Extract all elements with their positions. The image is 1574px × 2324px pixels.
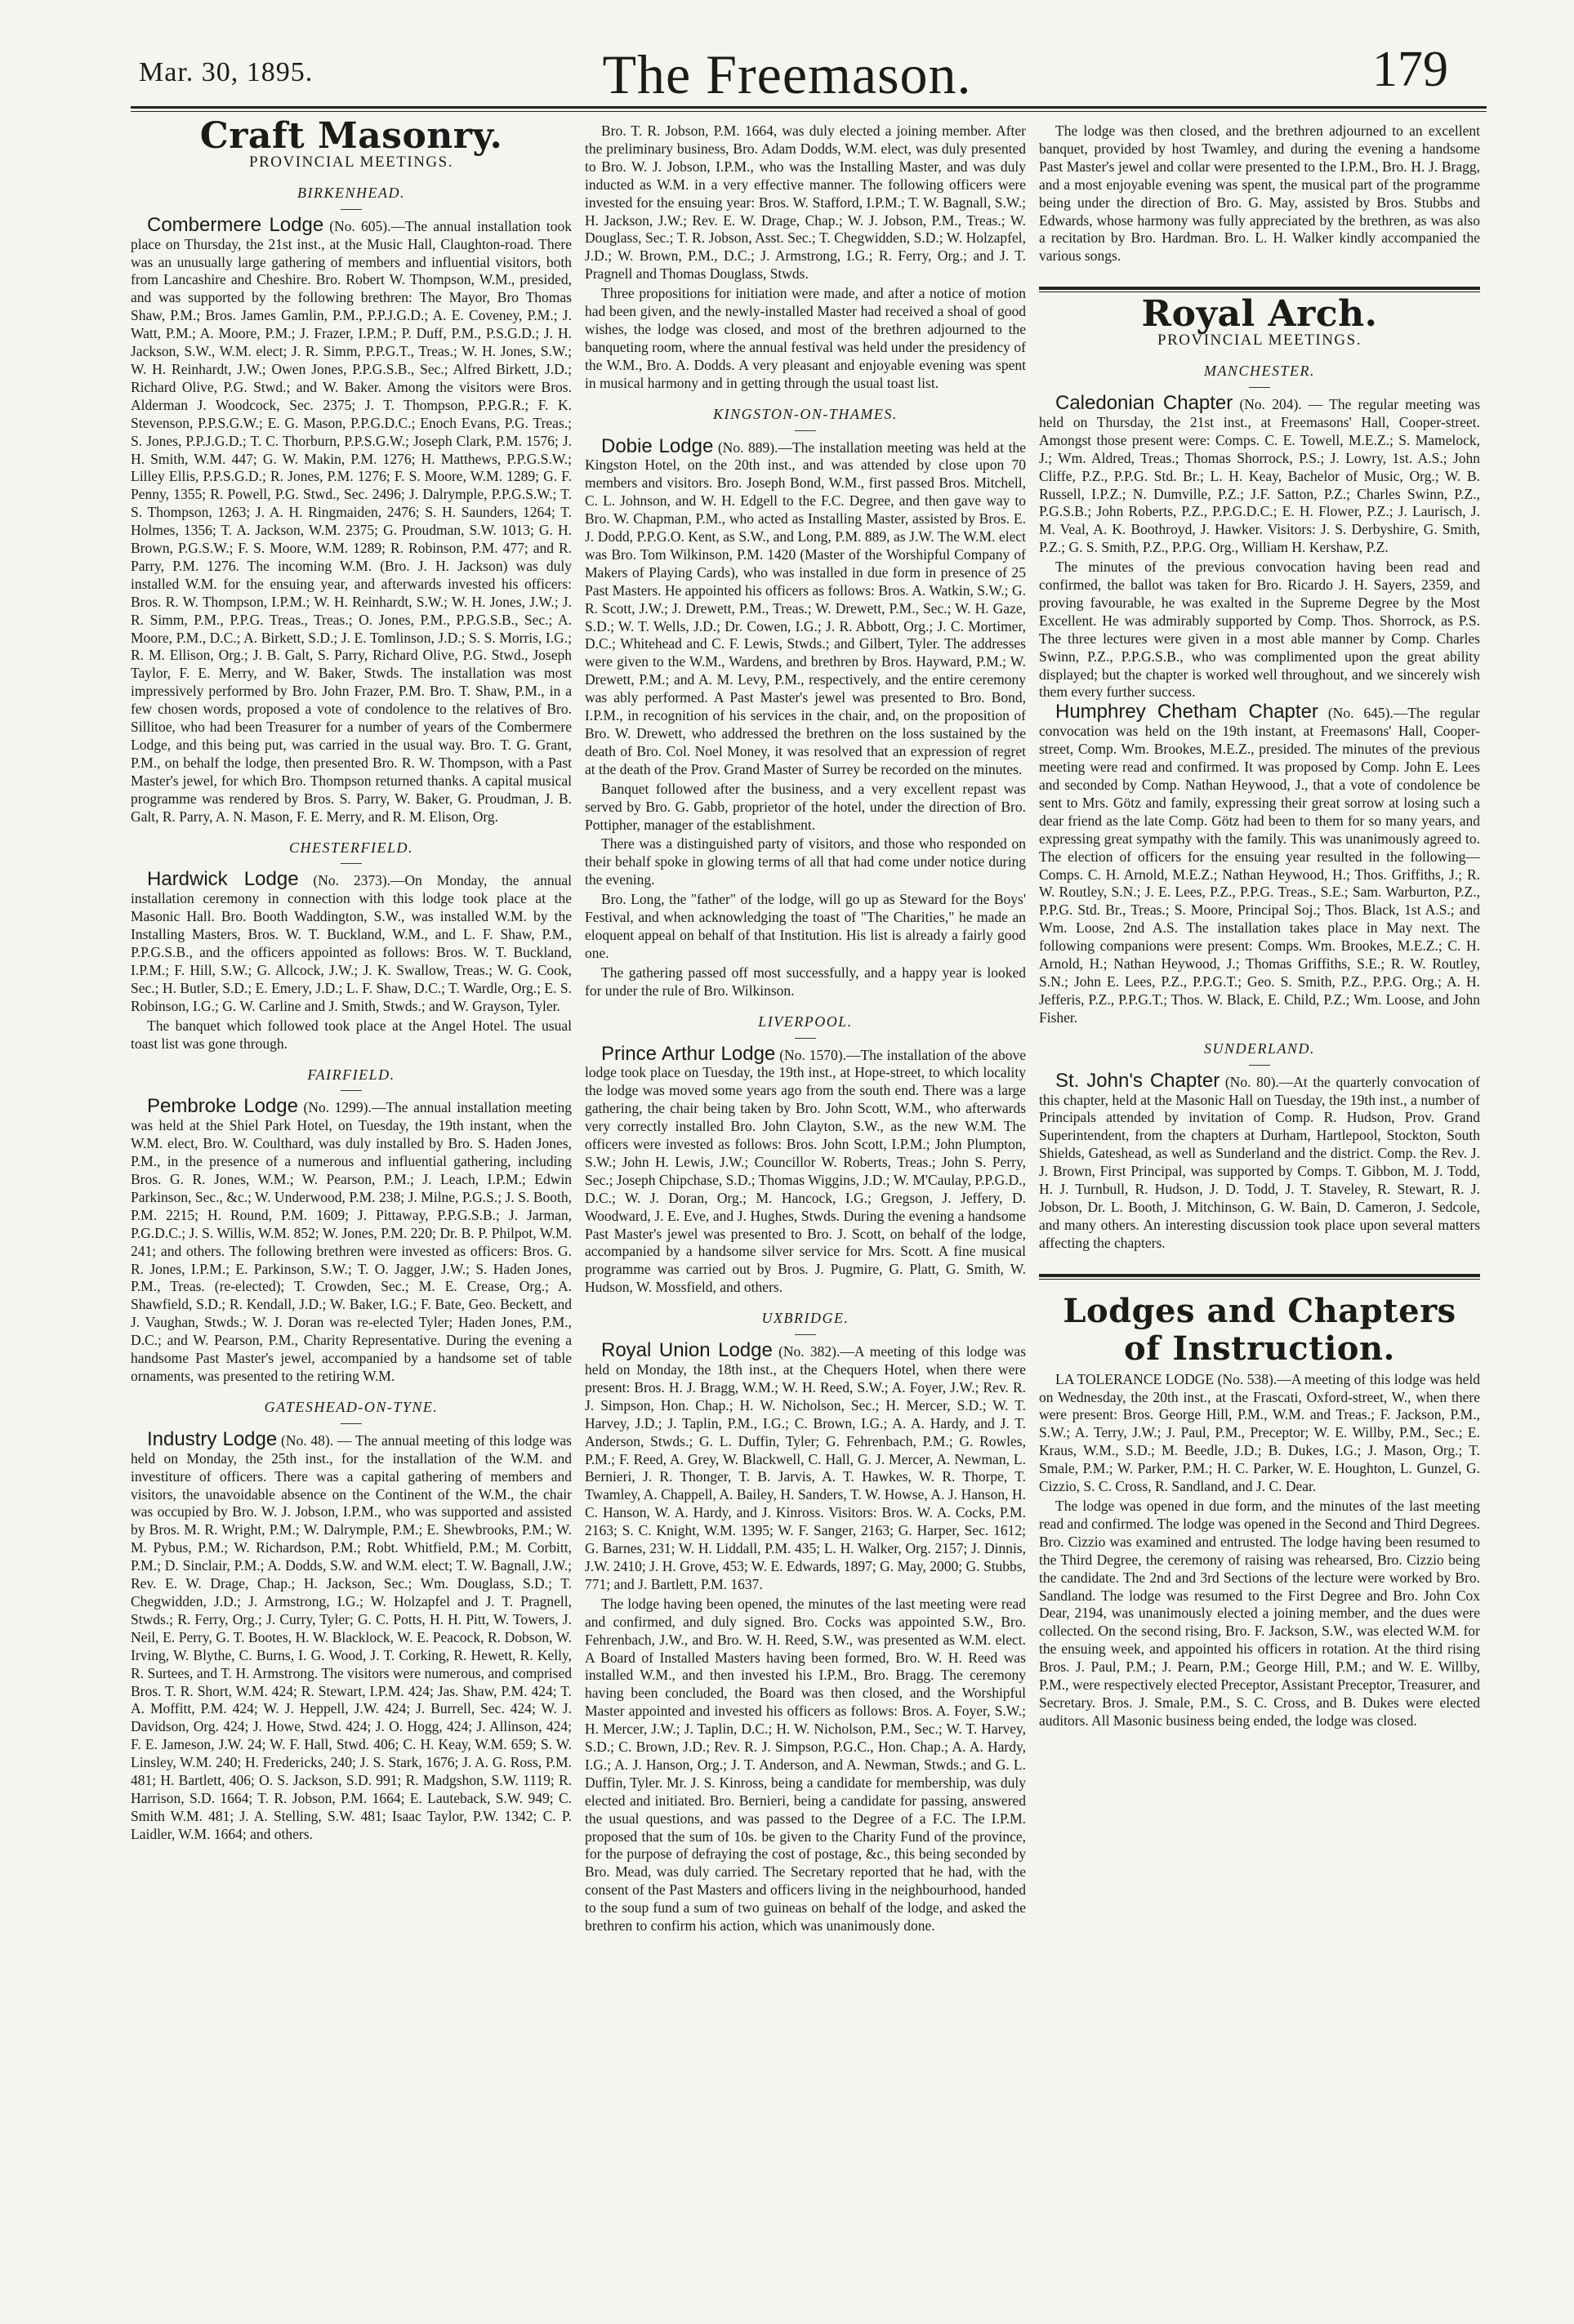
divider (1249, 1065, 1270, 1066)
divider (341, 1090, 362, 1091)
divider (795, 430, 816, 431)
lodge-report (585, 1042, 1026, 1298)
lodge-report (131, 1097, 572, 1386)
report-paragraph: The lodge was opened in due form, and the minutes of the last meeting read and confirmed. The lodge was opened in the Second and Third Degrees. Bro. Cizzio was examined and entrusted. The lodge having been resumed to the Third Degree, the ceremony of raising was rehearsed, Bro. Cizzio being the candidate. The 2nd and 3rd Sections of the lecture were worked by Bro. Sandland. The lodge was resumed to the First Degree and Bro. John Cox Dear, 2194, was unanimously elected a joining member, and the dues were collected. On the second rising, Bro. F. Jackson, S.W., was elected W.M. for the ensuing week, and appointed his officers in rotation. At the third rising Bros. J. Paul, P.M.; J. Pearn, P.M.; George Hill, P.M.; and W. E. Willby, P.M., were respectively elected Preceptor, Assistant Preceptor, Treasurer, and Secretary. Bros. J. Smale, P.M., S. C. Cross, and B. Dukes were elected auditors. All Masonic business being ended, the lodge was closed. (1039, 1498, 1480, 1729)
lodge-report (131, 1427, 572, 1844)
lodge-name: LA TOLERANCE LODGE (1055, 1370, 1215, 1387)
place-heading: MANCHESTER. (1204, 363, 1315, 380)
masthead-rule-thin (131, 111, 1487, 112)
report-text: (No. 204). — The regular meeting was held on Thursday, the 21st inst., at Freemasons' Hall, Cooper-street. Amongst those present were: Comps. C. E. Towell, M.E.Z.; S. Mamelock, J.; Wm. Aldred, Treas.; Thomas Shorrock, P.S.; J. Lowry, 1st. A.S.; John Cliffe, P.Z., P.P.G. Std. Br.; L. H. Keay, Bachelor of Music, Org.; W. B. Russell, I.P.Z.; N. Dumville, P.Z.; J.F. Satton, P.Z.; Charles Swinn, P.Z., P.G.S.B.; John Roberts, P.Z., P.P.G.D.C.; E. H. Flower, P.Z.; J. Laurisch, J. M. Veal, A. K. Boothroyd, J. Hawker. Visitors: J. S. Derbyshire, G. Smith, P.Z.; G. S. Smith, P.Z., P.P.G. Org., William H. Kershaw, P.Z. (1039, 395, 1481, 556)
lodge-name: Industry Lodge (147, 1427, 278, 1450)
place-heading: UXBRIDGE. (761, 1310, 849, 1327)
report-paragraph: The gathering passed off most successfully, and a happy year is looked for under the rule of Bro. Wilkinson. (585, 964, 1026, 999)
place-heading: BIRKENHEAD. (297, 184, 405, 201)
section-title-royal-arch: Royal Arch. (1141, 293, 1378, 336)
lodge-report (585, 434, 1026, 779)
report-text: (No. 538).—A meeting of this lodge was held on Wednesday, the 20th inst., at the Frascati, Oxford-street, W., when there were present: Bros. George Hill, P.M., W.M. and Treas.; F. Jackson, P.M., S.W.; A. Terry, J.W.; J. Paul, P.M., Preceptor; W. E. Willby, P.M., Sec.; E. Kraus, W.M., S.D.; M. Beedle, J.D.; B. Dukes, I.G.; J. Mason, Org.; T. Smale, P.M.; W. Parker, P.M.; H. C. Parker, W. E. Houghton, L. Gunzel, G. Cizzio, S. C. Cross, R. Sandland, and J. C. Dear. (1039, 1370, 1480, 1495)
chapter-report (1039, 1069, 1480, 1253)
report-text: (No. 80).—At the quarterly convocation of this chapter, held at the Masonic Hall on Tuesday, the 19th inst., a number of Principals attended by invitation of Comp. R. Hudson, Prov. Grand Superintendent, from the chapters at Durham, Hartlepool, Stockton, South Shields, Gateshead, as well as Sunderland and the district. Comp. the Rev. J. J. Brown, First Principal, was supported by Comps. T. Gibbon, M. J. Todd, H. J. Turnbull, R. Hudson, J. D. Todd, J. T. Staveley, R. Stewart, R. J. Jobson, Dr. L. Booth, J. Mitchinson, G. W. Bain, D. Cameron, J. Sedcole, and many others. An interesting discussion took place upon several matters affecting the chapters. (1039, 1073, 1480, 1251)
issue-date: Mar. 30, 1895. (139, 57, 314, 87)
section-rule (1039, 287, 1480, 290)
report-text: (No. 382).—A meeting of this lodge was held on Monday, the 18th inst., at the Chequers Hotel, when there were present: Bros. H. J. Bragg, W.M.; W. H. Reed, S.W.; A. Foyer, J.W.; Rev. R. J. Simpson, Hon. Chap.; H. W. Nicholson, Sec.; H. Mercer, S.D.; W. T. Harvey, J.D.; J. Taplin, P.M., I.G.; C. Brown, I.G.; A. A. Hardy, and J. T. Anderson, Stwds.; G. L. Duffin, Tyler; G. Fehrenbach, P.M.; G. Rowles, P.M.; F. Reed, A. Grey, W. Blackwell, C. Hall, G. J. Mercer, A. Newman, L. Bernieri, J. R. Thonger, T. B. Jarvis, A. T. Hawkes, W. R. Thorpe, T. Twamley, A. Chappell, A. Bailey, H. Sanders, T. W. Howse, A. J. Hanson, H. C. Hanson, W. A. Hardy, and J. Kinross. Visitors: Bros. W. A. Cocks, P.M. 2163; S. C. Knight, W.M. 1395; W. F. Sanger, 2163; G. Harper, Sec. 1612; G. Barnes, 231; W. H. Liddall, P.M. 435; L. H. Walker, Org. 2157; J. Dinnis, J.W. 2410; J. H. Grove, 453; W. E. Edwards, 1897; G. May, 2000; G. Stubbs, 771; and J. Bartlett, P.M. 1637. (585, 1343, 1027, 1592)
report-text: (No. 2373).—On Monday, the annual installation ceremony in connection with this lodge took place at the Masonic Hall. Bro. Booth Waddington, S.W., was installed W.M. by the Installing Masters, Bros. W. T. Buckland, W.M., and L. F. Shaw, P.M., P.P.G.S.B., and the officers appointed as follows: Bros. W. T. Buckland, I.P.M.; F. Hill, S.W.; G. Allcock, J.W.; J. K. Swallow, Treas.; W. G. Cook, Sec.; H. Butler, S.D.; E. Emery, J.D.; L. F. Shaw, D.C.; T. Wardle, Org.; E. S. Robinson, I.G.; G. W. Carline and J. Smith, Stwds.; and W. Grayson, Tyler. (131, 872, 573, 1014)
report-paragraph: Three propositions for initiation were made, and after a notice of motion had been given, and the newly-installed Master had received a shoal of good wishes, the lodge was closed, and most of the brethren adjourned to the banqueting room, where the annual festival was held under the presidency of the W.M., Bro. A. Dodds. A very pleasant and enjoyable evening was spent in musical harmony and in getting through the usual toast list. (585, 285, 1026, 391)
report-paragraph: Bro. T. R. Jobson, P.M. 1664, was duly elected a joining member. After the preliminary business, Bro. Adam Dodds, W.M. elect, was duly presented to Bro. W. J. Jobson, I.P.M., who was the Installing Master, and was duly inducted as W.M. in a very effective manner. The following officers were invested for the ensuing year: Bros. W. Stafford, I.P.M.; T. W. Bagnall, S.W.; H. Jackson, J.W.; Rev. E. W. Drage, Chap.; W. J. Jobson, P.M., Treas.; W. Douglass, Sec.; T. R. Jobson, Asst. Sec.; T. Chegwidden, S.D.; W. Holzapfel, J.D.; W. Brown, P.M., D.C.; J. Armstrong, I.G.; R. Ferry, Org.; and J. T. Pragnell and Thomas Douglass, Stwds. (585, 122, 1026, 283)
divider (1249, 387, 1270, 388)
publication-title: The Freemason. (602, 43, 972, 105)
lodge-report (585, 1339, 1027, 1594)
report-paragraph: The banquet which followed took place at the Angel Hotel. The usual toast list was gone through. (131, 1017, 572, 1052)
lodge-report (131, 213, 573, 826)
lodge-name: Hardwick Lodge (147, 868, 299, 891)
column-2 (585, 122, 1026, 1937)
report-text: (No. 1299).—The annual installation meeting was held at the Shiel Park Hotel, on Tuesday, the 19th instant, when the W.M. elect, Bro. W. Coulthard, was duly installed by Bro. S. Haden Jones, P.M., in the presence of a numerous and influential gathering, including Bros. G. R. Jones, W.M.; W. Pearson, P.M.; J. Leach, I.P.M.; Edwin Parkinson, Sec., &c.; W. Underwood, P.M. 238; J. Milne, P.G.S.; J. S. Booth, P.M. 2215; H. Round, P.M. 1609; J. Pittaway, P.P.G.S.B.; J. Jarman, P.G.D.C.; J. S. Willis, W.M. 852; W. Jones, P.M. 220; Dr. B. P. Philpot, W.M. 241; and others. The following brethren were invested as officers: Bros. G. R. Jones, I.P.M.; E. Parkinson, S.W.; T. O. Jagger, J.W.; S. Haden Jones, P.M., Treas. (re-elected); T. Crowden, Sec.; M. E. Crease, Org.; A. Shawfield, S.D.; R. Kendall, J.D.; W. Baker, I.G.; F. Bate, Geo. Beckett, and J. Vaughan, Stwds.; W. J. Doran was re-elected Tyler; Haden Jones, P.M., D.C.; and W. Pearson, P.M., Charity Representative. During the evening a handsome Past Master's jewel, accompanied by a handsome set of table ornaments, was presented to the retiring W.M. (131, 1099, 572, 1384)
column-1 (131, 115, 573, 1845)
lodge-name: Dobie Lodge (601, 434, 714, 457)
section-title-craft-masonry: Craft Masonry. (199, 115, 503, 157)
divider (341, 209, 362, 210)
report-text: (No. 645).—The regular convocation was held on the 19th instant, at Freemasons' Hall, Cooper-street, Comp. Wm. Brookes, M.E.Z., presided. The minutes of the previous meeting were read and confirmed. It was proposed by Comp. John E. Lees and seconded by Comp. Nathan Heywood, J., that a vote of condolence be sent to Mrs. Götz and family, expressing their great sorrow at losing such a dear friend as the late Comp. Götz had been to them for so many years, and expressing great sympathy with the family. This was unanimously agreed to. The election of officers for the ensuing year resulted in the following—Comps. C. H. Arnold, M.E.Z.; Nathan Heywood, H.; Thos. Griffiths, J.; R. W. Routley, S.N.; J. E. Lees, P.Z., P.P.G. Treas., S.E.; Sam. Warburton, P.Z., P.P.G. Std. Br., Treas.; S. Moore, Principal Soj.; Thos. Black, 1st A.S.; and Wm. Loose, 2nd A.S. The installation takes place in May next. The following companions were present: Comps. Wm. Brookes, M.E.Z.; C. H. Arnold, H.; Nathan Heywood, J.; Thomas Griffiths, S.E.; R. W. Routley, S.N.; John E. Lees, P.Z., P.P.G.T.; Geo. S. Smith, P.Z., P.P.G. Org.; A. H. Jefferis, P.Z., P.P.G.T.; Thos. W. Black, E. Child, P.Z.; Wm. Loose, and John Fisher. (1039, 705, 1481, 1026)
lodge-name: Combermere Lodge (147, 213, 324, 236)
divider (341, 1423, 362, 1424)
report-text: (No. 1570).—The installation of the above lodge took place on Tuesday, the 19th inst., at Hope-street, to which locality the lodge was moved some years ago from the south end. There was a large gathering, the chair being taken by Bro. John Scott, W.M., who afterwards very correctly installed Bro. John Clayton, S.W., as the new W.M. The officers were invested as follows: Bros. John Scott, I.P.M.; John Plumpton, S.W.; John H. Lewis, J.W.; Councillor W. Roberts, Treas.; John S. Perry, Sec.; Joseph Chipchase, S.D.; Thomas Wiggins, J.D.; W. M'Caulay, P.P.G.D., D.C.; W. J. Doran, Org.; M. Hancock, I.G.; Gregson, J. Jeffery, D. Woodward, J. E. Eve, and J. Hughes, Stwds. During the evening a handsome Past Master's jewel was presented to Bro. J. Scott, on behalf of the lodge, accompanied by a handsome silver service for Mrs. Scott. A fine musical programme was carried out by Bros. J. Pugmire, G. Platt, G. Smith, W. Hudson, W. Mossfield, and others. (585, 1046, 1026, 1296)
report-paragraph: The minutes of the previous convocation having been read and confirmed, the ballot was taken for Bro. Ricardo J. H. Sayers, 2359, and proving favourable, he was exalted in the Supreme Degree by the Most Excellent. He was admirably supported by Comp. Thos. Shorrock, as P.S. The three lectures were given in a most able manner by Comp. Charles Swinn, P.Z., P.P.G.S.B., who was complimented upon the great ability displayed; but the chapter is worked well throughout, and we sincerely wish them every further success. (1039, 559, 1480, 701)
place-heading: KINGSTON-ON-THAMES. (713, 405, 898, 422)
section-rule (1039, 1274, 1480, 1277)
report-text: (No. 889).—The installation meeting was held at the Kingston Hotel, on the 20th inst., and was attended by close upon 70 members and visitors. Bro. Joseph Bond, W.M., first passed Bros. Mitchell, C. L. Johnson, and W. H. Edgell to the F.C. Degree, and then gave way to Bro. W. Chapman, P.M., who acted as Installing Master, assisted by Bros. E. J. Dodd, P.P.G.O. Kent, as S.W., and Long, P.M. 889, as J.W. The W.M. elect was Bro. Tom Wilkinson, P.M. 1420 (Master of the Worshipful Company of Makers of Playing Cards), who was installed in due form in presence of 25 Past Masters. He appointed his officers as follows: Bros. A. Watkin, S.W.; G. R. Scott, J.W.; J. Drewett, P.M., Treas.; W. Drewett, P.M., Sec.; W. H. Gaze, S.D.; W. T. Wells, J.D.; Dr. Cowen, I.G.; J. R. Abbott, Org.; J. C. Mortimer, D.C.; Whitehead and C. F. Lewis, Stwds.; and Gilbert, Tyler. The addresses were given to the W.M., Wardens, and brethren by Bros. Hayward, P.M.; W. Drewett, P.M.; and A. M. Levy, P.M., respectively, and the entire ceremony was ably performed. A Past Master's jewel was presented to Bro. Bond, I.P.M., in recognition of his services in the chair, and, on the proposition of Bro. W. Drewett, who addressed the brethren on the loss sustained by the death of Bro. Col. Noel Money, it was resolved that an expression of regret at the death of the Prov. Grand Master of Surrey be recorded on the minutes. (585, 439, 1026, 777)
report-paragraph: The lodge was then closed, and the brethren adjourned to an excellent banquet, provided by host Twamley, and during the evening a handsome Past Master's jewel and collar were presented to the I.P.M., Bro. H. J. Bragg, and a most enjoyable evening was spent, the musical part of the programme being under the direction of Bro. G. May, assisted by Bros. Stubbs and Edwards, whose harmony was fully appreciated by the brethren, as was also a recitation by Bro. Hardman. Bro. L. H. Walker kindly accompanied the various songs. (1039, 122, 1480, 265)
section-subtitle: PROVINCIAL MEETINGS. (1157, 332, 1362, 349)
place-heading: SUNDERLAND. (1203, 1040, 1315, 1057)
divider (341, 863, 362, 864)
chapter-report (1039, 703, 1480, 1026)
place-heading: CHESTERFIELD. (289, 839, 413, 856)
chapter-name: Humphrey Chetham Chapter (1055, 701, 1318, 723)
chapter-name: Caledonian Chapter (1055, 391, 1233, 414)
lodge-name: Royal Union Lodge (601, 1339, 773, 1362)
section-subtitle: PROVINCIAL MEETINGS. (249, 153, 453, 171)
place-heading: FAIRFIELD. (307, 1066, 395, 1083)
report-paragraph: Banquet followed after the business, and a very excellent repast was served by Bro. G. Gabb, proprietor of the hotel, under the direction of Bro. Pottipher, manager of the establishment. (585, 780, 1026, 833)
lodge-report (1039, 1371, 1480, 1496)
lodge-name: Pembroke Lodge (147, 1095, 298, 1118)
lodge-name: Prince Arthur Lodge (601, 1042, 776, 1065)
masthead-rule (131, 106, 1487, 109)
report-text: (No. 48). — The annual meeting of this lodge was held on Monday, the 25th inst., for the installation of the W.M. and investiture of officers. There was a capital gathering of members and visitors, the unavoidable absence on the Continent of the W.M., the chair was occupied by Bro. W. J. Jobson, I.P.M., who was supported and assisted by Bros. M. R. Wright, P.M.; W. Dalrymple, P.M.; E. Shewbrooks, P.M.; W. M. Pybus, P.M.; W. Richardson, P.M.; Robt. Whitfield, P.M.; M. Corbitt, P.M.; D. Sinclair, P.M.; A. Dodds, S.W. and W.M. elect; T. W. Bagnall, J.W.; Rev. E. W. Drage, Chap.; H. Jackson, Sec.; Wm. Douglass, S.D.; T. Chegwidden, J.D.; J. Armstrong, I.G.; W. Holzapfel and J. T. Pragnell, Stwds.; R. Ferry, Org.; J. Curry, Tyler; G. C. Potts, H. H. Pitt, W. Towers, J. Neil, E. Perry, G. T. Bootes, H. W. Blacklock, W. E. Peacock, R. Dobson, W. Irving, W. Blythe, C. Burns, I. G. Wood, J. T. Corking, R. Hewett, R. Kelly, R. Surtees, and T. H. Armstrong. The visitors were numerous, and comprised Bros. T. R. Short, W.M. 424; R. Stewart, I.P.M. 424; Jas. Shaw, P.M. 424; T. A. Moffitt, P.M. 424; W. J. Heppell, J.W. 424; J. Burrell, Sec. 424; W. J. Davidson, Org. 424; J. Howe, Stwd. 424; J. O. Hogg, 424; J. Allinson, 424; F. E. Jameson, J.W. 24; W. F. Hall, Stwd. 406; C. H. Keay, W.M. 659; S. W. Linsley, W.M. 240; H. Fredericks, 240; J. S. Stark, 1676; J. A. G. Ross, P.M. 481; H. Bartlett, 406; O. S. Jackson, S.D. 991; R. Madgshon, S.W. 1119; R. Harrison, S.D. 1664; T. R. Jobson, P.M. 1664; E. Lauteback, S.W. 949; C. Smith W.M. 481; J. A. Stelling, S.W. 481; Isaac Taylor, P.W. 1342; C. P. Laidler, W.M. 1664; and others. (131, 1431, 572, 1842)
chapter-name: St. John's Chapter (1055, 1069, 1220, 1092)
report-paragraph: There was a distinguished party of visitors, and those who responded on their behalf spoke in glowing terms of all that had come under notice during the evening. (585, 835, 1026, 888)
section-title-instruction: Lodges and Chapters of Instruction. (1063, 1291, 1456, 1368)
column-3 (1039, 122, 1480, 1732)
section-rule-thin (1039, 1279, 1480, 1280)
place-heading: LIVERPOOL. (758, 1013, 853, 1030)
place-heading: GATESHEAD-ON-TYNE. (264, 1398, 439, 1415)
divider (795, 1334, 816, 1335)
lodge-report (131, 870, 572, 1015)
divider (795, 1038, 816, 1039)
masthead (0, 0, 1574, 105)
report-paragraph: The lodge having been opened, the minutes of the last meeting were read and confirmed, and duly signed. Bro. Cocks was appointed S.W., Bro. Fehrenbach, J.W., and Bro. W. H. Reed, S.W., was presented as W.M. elect. A Board of Installed Masters having been formed, Bro. W. H. Reed was installed W.M., and then invested his I.P.M., Bro. Bragg. The ceremony having been concluded, the Board was then closed, and the Worshipful Master appointed and invested his officers as follows: Bros. A. Foyer, S.W.; H. Mercer, J.W.; J. Taplin, D.C.; H. W. Nicholson, P.M., Sec.; W. T. Harvey, S.D.; C. Brown, J.D.; Rev. R. J. Simpson, P.G.C., Hon. Chap.; A. A. Hardy, I.G.; A. J. Hanson, Org.; J. T. Anderson, and A. Newman, Stwds.; and G. L. Duffin, Tyler. Mr. J. S. Kinross, being a candidate for membership, was duly elected and initiated. Bro. Bernieri, being a candidate for passing, answered the usual questions, and was passed to the Degree of a F.C. The I.P.M. proposed that the sum of 10s. be given to the Charity Fund of the province, for the purpose of defraying the cost of postage, &c., this being seconded by Bro. Mead, was duly carried. The Secretary reported that he had, with the consent of the Past Masters and officers living in the neighbourhood, handed to the soup fund a sum of two guineas on behalf of the lodge, and asked the brethren to confirm his action, which was unanimously done. (585, 1595, 1026, 1934)
report-paragraph: Bro. Long, the "father" of the lodge, will go up as Steward for the Boys' Festival, and when acknowledging the toast of "The Charities," he made an eloquent appeal on behalf of that Institution. His list is already a fairly good one. (585, 891, 1026, 961)
chapter-report (1039, 391, 1481, 557)
report-text: (No. 605).—The annual installation took place on Thursday, the 21st inst., at the Music Hall, Claughton-road. There was an unusually large gathering of members and influential visitors, both from Lancashire and Cheshire. Bro. Robert W. Thompson, W.M., presided, and was supported by the following brethren: The Mayor, Bro Thomas Shaw, P.M.; Bros. James Gamlin, P.M., P.P.J.G.D.; A. E. Coveney, P.M.; J. Watt, P.M.; A. Moore, P.M.; J. Frazer, I.P.M.; P. Duff, P.M., P.S.G.D.; J. H. Jackson, S.W., W.M. elect; J. R. Simm, P.P.G.T., Treas.; W. H. Jones, S.W.; W. H. Reinhardt, J.W.; Owen Jones, P.P.G.S.B., Sec.; Alfred Birkett, J.D.; Richard Olive, P.G. Stwd.; and W. Baker. Among the visitors were Bros. Alderman J. Woodcock, Sec. 2375; J. T. Thompson, P.P.G.R.; F. K. Stevenson, P.P.S.G.W.; E. G. Mason, P.P.G.D.C.; Enoch Evans, P.G. Treas.; S. Jones, P.P.J.G.D.; T. C. Thorburn, P.P.S.G.W.; Joseph Clark, P.M. 1576; J. H. Smith, W.M. 447; G. W. Makin, P.M. 1276; H. Matthews, P.P.G.S.W.; Lilley Ellis, P.P.S.G.D.; R. Jones, P.M. 1276; F. S. Moore, W.M. 1289; G. F. Penny, 1355; R. Powell, P.G. Stwd., Sec. 2496; J. Dalrymple, P.P.G.S.W.; T. S. Thompson, 1263; J. A. H. Ringmaiden, 2476; S. H. Saunders, 1264; T. Holmes, 1356; T. A. Jackson, W.M. 2375; G. Proudman, S.W. 1013; G. H. Brown, P.G.S.W.; F. S. Moore, W.M. 1289; R. Robinson, P.M. 477; and R. Parry, P.M. 1276. The incoming W.M. (Bro. J. H. Jackson) was duly installed W.M. for the ensuing year, and afterwards invested his officers: Bros. R. W. Thompson, I.P.M.; W. H. Reinhardt, S.W.; W. H. Jones, J.W.; J. R. Simm, P.M., P.P.G. Treas., Treas.; O. Jones, P.M., P.P.G.S.B., Sec.; A. Moore, P.M., D.C.; A. Birkett, S.D.; J. E. Tomlinson, J.D.; S. S. Morris, I.G.; R. M. Ellison, Org.; J. B. Galt, S. Parry, Richard Olive, P.G. Stwd., Joseph Taylor, F. E. Merry, and W. Baker, Stwds. The installation was most impressively performed by Bro. John Frazer, P.M. Bro. T. Shaw, P.M., in a few chosen words, proposed a vote of condolence to the relatives of Bro. Sillitoe, who had been Treasurer for a number of years of the Combermere Lodge, and this being put, was carried in the usual way. Bro. T. G. Grant, P.M., on behalf the lodge, then presented Bro. R. W. Thompson, with a Past Master's jewel, for which Bro. Thompson returned thanks. A capital musical programme was rendered by Bros. S. Parry, W. Baker, G. Proudman, J. B. Galt, R. Parry, A. N. Mason, F. E. Merry, and R. M. Elison, Org. (131, 217, 573, 825)
page-number: 179 (1372, 42, 1448, 97)
